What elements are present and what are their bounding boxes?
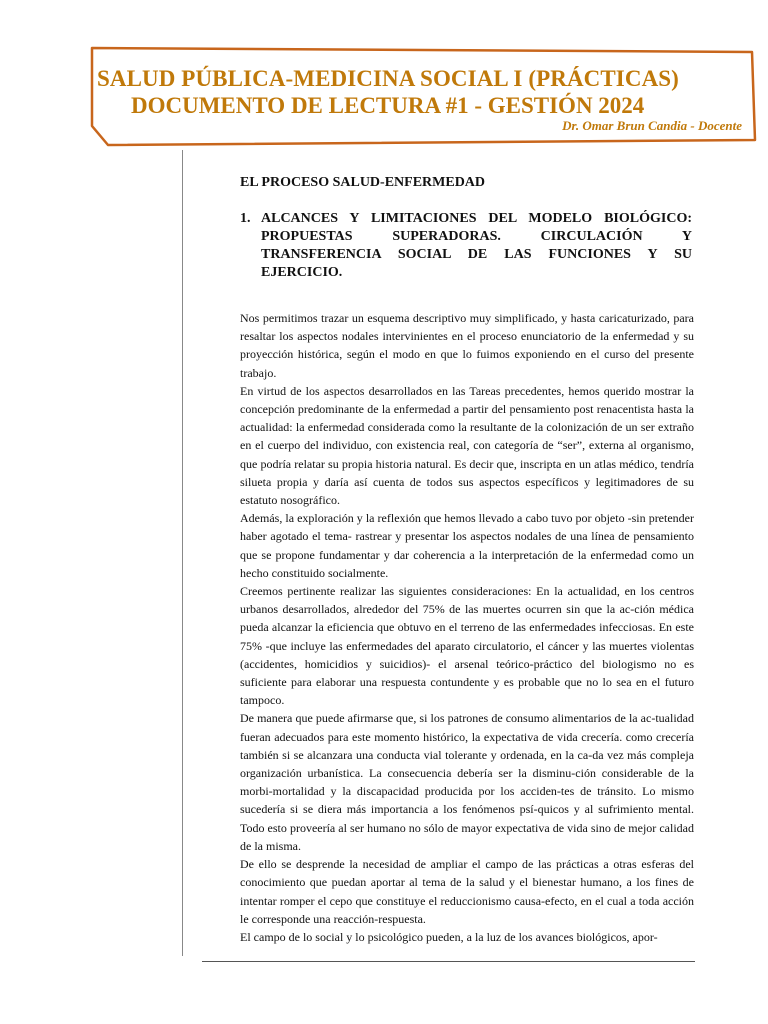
author-credit: Dr. Omar Brun Candia - Docente bbox=[562, 118, 742, 133]
paragraph: Además, la exploración y la reflexión que hemos llevado a cabo tuvo por objeto -sin pretender haber agotado el tema- rastrear y presentar los aspectos nodales de una línea de pensamiento que se propone fundamentar y dar coherencia a la interpretación de la enfermedad como un hecho constituido socialmente. bbox=[240, 511, 694, 580]
paragraph: Nos permitimos trazar un esquema descriptivo muy simplificado, y hasta caricaturizado, para resaltar los aspectos nodales intervinientes en el proceso enunciatorio de la enfermedad y su proyección histórica, según el modo en que lo fuimos exponiendo en el curso del presente trabajo. bbox=[240, 311, 694, 380]
document-title: EL PROCESO SALUD-ENFERMEDAD bbox=[240, 175, 486, 190]
paragraph: Creemos pertinente realizar las siguientes consideraciones: En la actualidad, en los centros urbanos desarrollados, alrededor del 75% de las muertes ocurren sin que la ac-ción médica pueda alcanzar la eficiencia que obtuvo en el terreno de las enfermedades infecciosas. En este 75% -que incluye las enfermedades del aparato circulatorio, el cáncer y las muertes violentas (accidentes, homicidios y suicidios)- el arsenal teórico-práctico del biologismo no es suficiente para elaborar una respuesta contundente y es probable que no lo sea en el futuro tampoco. bbox=[240, 584, 694, 708]
document-header bbox=[0, 0, 768, 160]
paragraph: De manera que puede afirmarse que, si los patrones de consumo alimentarios de la ac-tualidad fueran adecuados para este momento histórico, la expectativa de vida crecería. como crecería también si se alcanzara una conducta vial tolerante y ordenada, en la ca-da vez más compleja organización urbanística. La consecuencia debería ser la disminu-ción considerable de la morbi-mortalidad y la discapacidad producida por los acciden-tes de tránsito. Lo mismo sucedería si se diera más importancia a los fenómenos psí-quicos y al sufrimiento mental. Todo esto proveería al ser humano no sólo de mayor expectativa de vida sino de mejor calidad de la misma. bbox=[240, 711, 694, 853]
body-text bbox=[240, 309, 694, 946]
course-title: SALUD PÚBLICA-MEDICINA SOCIAL I (PRÁCTICAS) bbox=[97, 66, 679, 91]
section-heading-text: ALCANCES Y LIMITACIONES DEL MODELO BIOLÓGICO: PROPUESTAS SUPERADORAS. CIRCULACIÓN Y TRANSFERENCIA SOCIAL DE LAS FUNCIONES Y SU EJERCICIO. bbox=[261, 211, 692, 280]
section-heading bbox=[240, 210, 692, 282]
paragraph: El campo de lo social y lo psicológico pueden, a la luz de los avances biológicos, apor- bbox=[240, 929, 658, 944]
document-subtitle: DOCUMENTO DE LECTURA #1 - GESTIÓN 2024 bbox=[131, 93, 645, 118]
left-margin-rule bbox=[182, 150, 183, 956]
section-number: 1. bbox=[240, 211, 251, 226]
footer-rule bbox=[202, 961, 695, 962]
paragraph: En virtud de los aspectos desarrollados en las Tareas precedentes, hemos querido mostrar la concepción predominante de la enfermedad a partir del pensamiento post renacentista hasta la actualidad: la enfermedad considerada como la resultante de la colonización de un ser extraño en el cuerpo del individuo, con existencia real, con categoría de “ser”, externa al organismo, que podría relatar su propia historia natural. Es decir que, inscripta en un atlas médico, tendría silueta propia y daría así cuenta de todos sus aspectos específicos y legitimadores de su estatuto nosográfico. bbox=[240, 383, 694, 508]
paragraph: De ello se desprende la necesidad de ampliar el campo de las prácticas a otras esferas del conocimiento que puedan aportar al tema de la salud y el bienestar humano, a los fines de intentar romper el cepo que constituye el reduccionismo causa-efecto, en el cual a toda acción le corresponde una reacción-respuesta. bbox=[240, 857, 694, 926]
